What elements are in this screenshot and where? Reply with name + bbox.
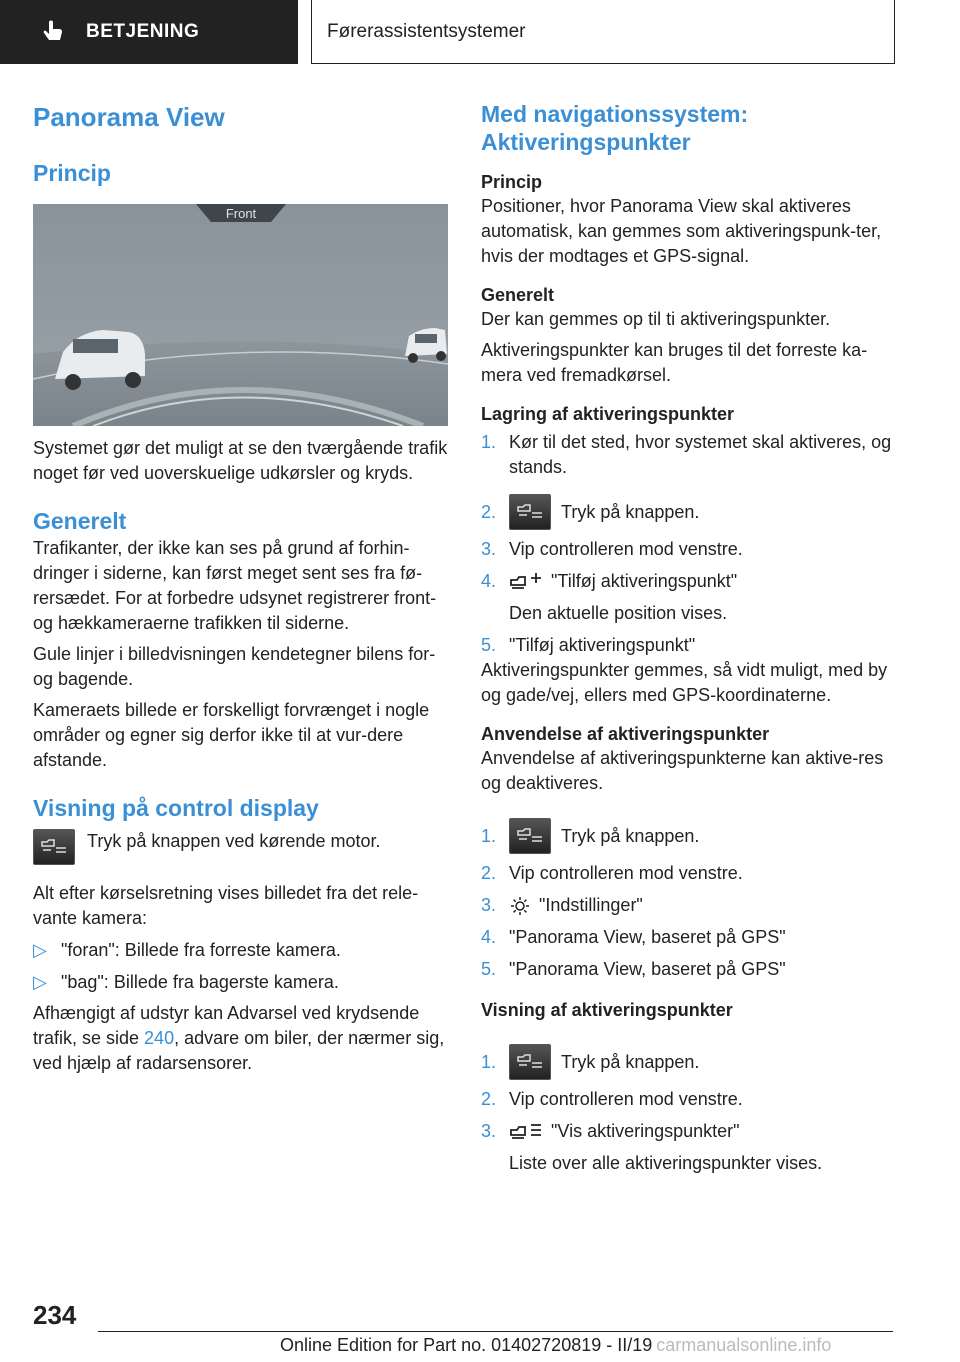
camera-button-icon (33, 829, 75, 865)
store-after: Aktiveringspunkter gemmes, så vidt muligt, med by og gade/vej, ellers med GPS-koordinaterne. (481, 660, 888, 705)
nav-general-paragraph-1: Der kan gemmes op til ti aktiveringspunkter. (481, 309, 831, 329)
display-text: Tryk på knappen ved kørende motor. (87, 831, 381, 851)
header-chapter (311, 0, 895, 64)
display-paragraph-1: Alt efter kørselsretning vises billedet fra det rele-vante kamera: (33, 883, 419, 928)
view-step: Liste over alle aktiveringspunkter vises. (509, 1153, 823, 1173)
page-title: Panorama View (33, 102, 225, 132)
display-heading: Visning på control display (33, 795, 319, 821)
use-step: 4. "Panorama View, baseret på GPS" (481, 927, 786, 947)
general-paragraph-1: Trafikanter, der ikke kan ses på grund af forhin-dringer i siderne, kan først meget sent ses fra fø-rersædet. For at forbedre udsynet registrerer front- og hækkameraerne trafikken til siderne. (33, 538, 437, 633)
camera-button-icon (509, 494, 551, 530)
use-text: Anvendelse af aktiveringspunkterne kan aktive-res og deaktiveres. (481, 748, 884, 793)
view-heading: Visning af aktiveringspunkter (481, 1000, 733, 1020)
nav-general-paragraph-2: Aktiveringspunkter kan bruges til det forreste ka-mera ved fremadkørsel. (481, 340, 868, 385)
chapter-label: Førerassistentsystemer (327, 20, 526, 42)
gear-icon (509, 895, 531, 917)
use-step: 2. Vip controlleren mod venstre. (481, 863, 743, 883)
display-instruction (33, 829, 449, 865)
footer-edition: Online Edition for Part no. 01402720819 - II/19 carmanualsonline.info (280, 1335, 832, 1355)
store-step: 3. Vip controlleren mod venstre. (481, 539, 743, 559)
use-heading: Anvendelse af aktiveringspunkter (481, 724, 770, 744)
camera-list-icon (509, 1122, 543, 1142)
page-link[interactable]: 240 (144, 1028, 175, 1048)
general-heading: Generelt (33, 508, 127, 534)
store-heading: Lagring af aktiveringspunkter (481, 404, 735, 424)
store-step: 1. Kør til det sted, hvor systemet skal aktiveres, og stands. (481, 432, 892, 477)
store-step: 5. "Tilføj aktiveringspunkt" (481, 635, 696, 655)
hand-pointer-icon (40, 19, 66, 45)
view-step: 1. Tryk på knappen. (481, 1044, 896, 1080)
front-label: Front (225, 206, 257, 221)
footer-divider (98, 1331, 893, 1332)
use-step: 3. "Indstillinger" (481, 895, 643, 915)
general-paragraph-2: Gule linjer i billedvisningen kendetegner bilens for- og bagende. (33, 644, 436, 689)
front-camera-view (33, 204, 448, 426)
triangle-bullet-icon: ▷ (33, 940, 47, 960)
view-step: 3. "Vis aktiveringspunkter" (481, 1121, 740, 1141)
use-step: 1. Tryk på knappen. (481, 818, 896, 854)
list-item: ▷ "bag": Billede fra bagerste kamera. (33, 970, 449, 995)
nav-principle-heading: Princip (481, 172, 543, 192)
display-paragraph-2: Afhængigt af udstyr kan Advarsel ved krydsende trafik, se side 240, advare om biler, der nærmer sig, ved hjælp af radarsensorer. (33, 1003, 445, 1073)
camera-button-icon (509, 1044, 551, 1080)
store-step: 4. "Tilføj aktiveringspunkt" (481, 571, 738, 591)
watermark: carmanualsonline.info (656, 1335, 832, 1355)
store-step: Den aktuelle position vises. (509, 603, 728, 623)
triangle-bullet-icon: ▷ (33, 972, 47, 992)
camera-button-icon (509, 818, 551, 854)
camera-image (33, 204, 448, 426)
nav-general-heading: Generelt (481, 285, 555, 305)
nav-title: Med navigationssystem: Aktiveringspunkter (481, 101, 749, 155)
list-item: ▷ "foran": Billede fra forreste kamera. (33, 938, 449, 963)
left-column (33, 100, 449, 1076)
general-paragraph-3: Kameraets billede er forskelligt forvrænget i nogle områder og egner sig derfor ikke til at vur-dere afstande. (33, 700, 430, 770)
right-column (481, 100, 896, 1176)
view-step: 2. Vip controlleren mod venstre. (481, 1089, 743, 1109)
section-label: BETJENING (86, 21, 200, 42)
nav-principle-text: Positioner, hvor Panorama View skal aktiveres automatisk, kan gemmes som aktiveringspunk-ter, hvis der modtages et GPS-signal. (481, 196, 882, 266)
page-number: 234 (33, 1300, 77, 1330)
camera-add-icon (509, 572, 543, 592)
principle-text: Systemet gør det muligt at se den tværgående trafik noget før ved uoverskuelige udkørsler og kryds. (33, 438, 448, 483)
use-step: 5. "Panorama View, baseret på GPS" (481, 959, 786, 979)
store-step: 2. Tryk på knappen. (481, 494, 896, 530)
principle-heading: Princip (33, 160, 111, 186)
header-section (0, 0, 298, 64)
